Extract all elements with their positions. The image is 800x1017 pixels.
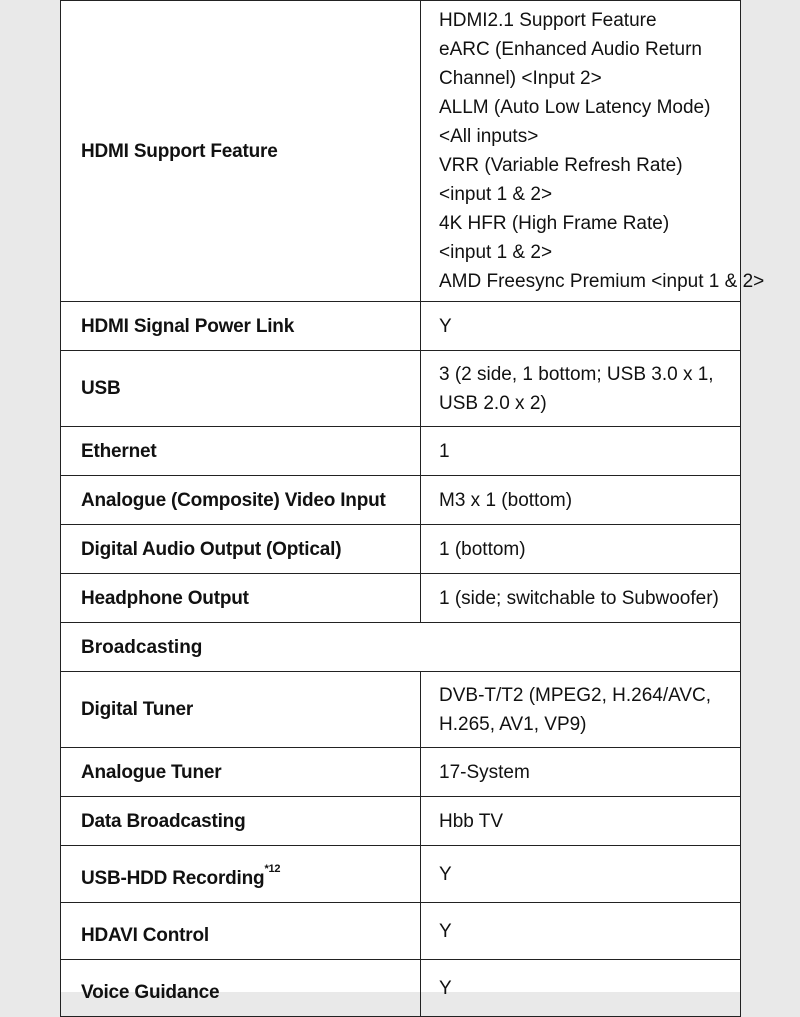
value-line: USB 2.0 x 2) [439, 392, 547, 414]
value-line: <input 1 & 2> [439, 242, 553, 263]
row-value: 1 (bottom) [421, 525, 741, 574]
value-line: ALLM (Auto Low Latency Mode) [439, 97, 711, 118]
value-line: HDMI2.1 Support Feature [439, 10, 657, 31]
row-value: Y [421, 960, 741, 1017]
value-line: 3 (2 side, 1 bottom; USB 3.0 x 1, [439, 363, 714, 385]
section-heading: Broadcasting [61, 623, 741, 672]
value-line: <All inputs> [439, 126, 539, 147]
row-label: HDMI Support Feature [61, 1, 421, 302]
value-line: <input 1 & 2> [439, 184, 553, 205]
value-line: 4K HFR (High Frame Rate) [439, 213, 670, 234]
row-value: Y [421, 903, 741, 960]
table-row [61, 846, 741, 903]
row-value [421, 1, 765, 302]
table-row [61, 1, 741, 302]
table-row [61, 525, 741, 574]
row-value: Y [421, 302, 741, 351]
table-row [61, 960, 741, 1017]
row-label: Analogue (Composite) Video Input [61, 476, 421, 525]
row-value: Y [421, 846, 741, 903]
row-label: USB [61, 351, 421, 427]
row-label: Data Broadcasting [61, 797, 421, 846]
row-value: Hbb TV [421, 797, 741, 846]
table-row [61, 427, 741, 476]
table-row [61, 903, 741, 960]
value-line: eARC (Enhanced Audio Return [439, 39, 702, 60]
footnote-marker: *12 [264, 862, 281, 875]
row-label: Analogue Tuner [61, 748, 421, 797]
row-value: 17-System [421, 748, 741, 797]
table-row [61, 476, 741, 525]
row-value [421, 672, 741, 748]
spec-table [60, 0, 765, 1017]
table-row [61, 574, 741, 623]
row-value [421, 351, 741, 427]
table-row [61, 797, 741, 846]
value-line: DVB-T/T2 (MPEG2, H.264/AVC, [439, 684, 712, 706]
row-label: HDMI Signal Power Link [61, 302, 421, 351]
table-row [61, 351, 741, 427]
row-label: Digital Tuner [61, 672, 421, 748]
table-row [61, 302, 741, 351]
row-label: Headphone Output [61, 574, 421, 623]
value-line: AMD Freesync Premium <input 1 & 2> [439, 271, 765, 292]
table-row [61, 748, 741, 797]
row-label: Digital Audio Output (Optical) [61, 525, 421, 574]
row-label: Voice Guidance [61, 960, 421, 1017]
row-label-text: USB-HDD Recording [81, 867, 265, 889]
row-value: 1 [421, 427, 741, 476]
row-label [61, 846, 421, 903]
value-line: Channel) <Input 2> [439, 68, 602, 89]
value-line: VRR (Variable Refresh Rate) [439, 155, 683, 176]
row-label: Ethernet [61, 427, 421, 476]
row-label: HDAVI Control [61, 903, 421, 960]
table-row [61, 672, 741, 748]
value-line: H.265, AV1, VP9) [439, 713, 587, 735]
row-value: 1 (side; switchable to Subwoofer) [421, 574, 741, 623]
row-value: M3 x 1 (bottom) [421, 476, 741, 525]
section-row [61, 623, 741, 672]
